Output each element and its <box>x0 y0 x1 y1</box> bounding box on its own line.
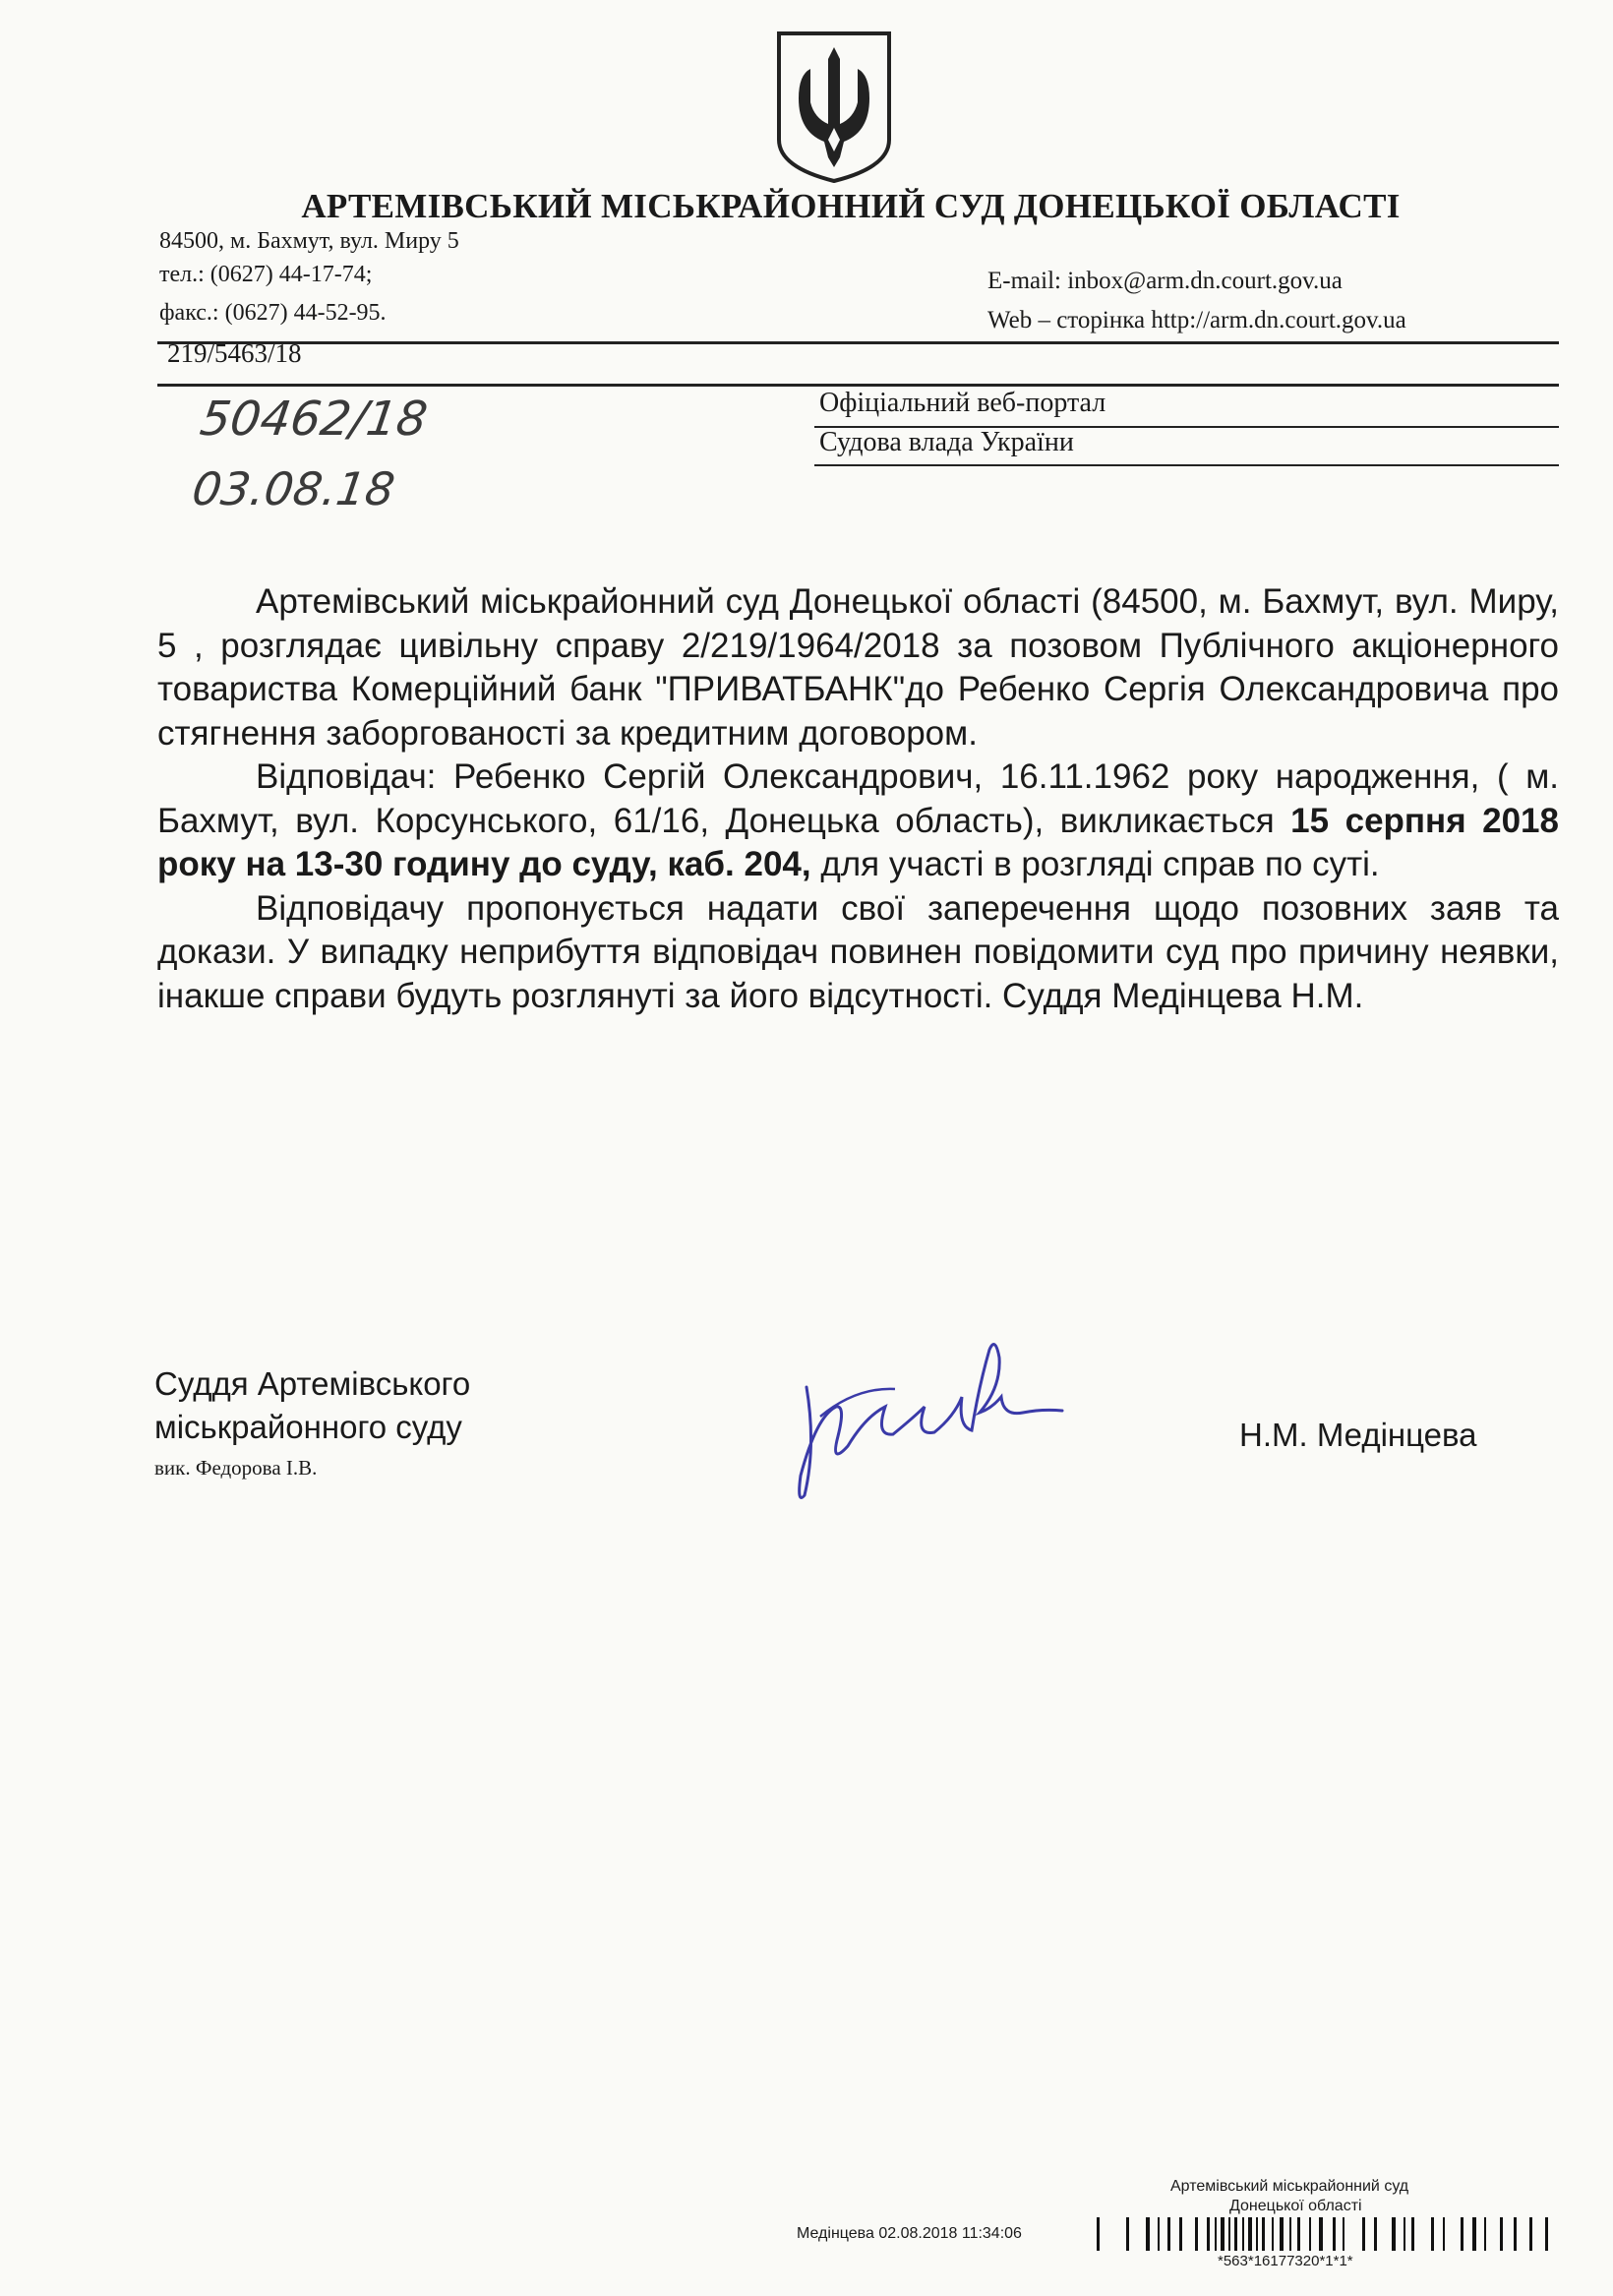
footer-court-line-1: Артемівський міськрайонний суд <box>1170 2178 1409 2195</box>
court-fax: факс.: (0627) 44-52-95. <box>159 300 387 326</box>
handwritten-date: 03.08.18 <box>189 462 398 515</box>
paragraph-instructions: Відповідачу пропонується надати свої заперечення щодо позовних заяв та докази. У випадку неприбуття відповідач повинен повідомити суд про причину неявки, інакше справи будуть розглянуті за його відсутності. Суддя Медінцева Н.М. <box>157 888 1559 1015</box>
header-divider-lower <box>157 384 1559 387</box>
recipient-divider-bottom <box>814 464 1559 466</box>
court-web: Web – сторінка http://arm.dn.court.gov.ua <box>987 307 1406 333</box>
barcode-text: *563*16177320*1*1* <box>1218 2253 1353 2269</box>
footer-court-line-2: Донецької області <box>1229 2198 1362 2214</box>
executor-name: вик. Федорова І.В. <box>154 1456 318 1480</box>
signature-title-line-2: міськрайонного суду <box>154 1409 462 1445</box>
coat-of-arms-icon <box>775 30 893 185</box>
letter-body <box>157 580 1559 1018</box>
judge-name: Н.М. Медінцева <box>1239 1417 1477 1453</box>
summons-text-start: Відповідач: Ребенко Сергій Олександрович, 16.11.1962 року народження, ( м. Бахмут, вул. Корсунського, 61/16, Донецька область), викликається <box>157 757 1559 840</box>
signature-title-line-1: Суддя Артемівського <box>154 1365 471 1402</box>
court-email: E-mail: inbox@arm.dn.court.gov.ua <box>987 268 1343 294</box>
paragraph-summons <box>157 755 1559 887</box>
court-address: 84500, м. Бахмут, вул. Миру 5 <box>159 228 459 254</box>
recipient-line-1: Офіціальний веб-портал <box>819 388 1106 418</box>
paragraph-case: Артемівський міськрайонний суд Донецької області (84500, м. Бахмут, вул. Миру, 5 , розглядає цивільну справу 2/219/1964/2018 за позовом Публічного акціонерного товариства Комерційний банк "ПРИВАТБАНК"до Ребенко Сергія Олександровича про стягнення заборгованості за кредитним договором. <box>157 582 1559 753</box>
electronic-stamp: Медінцева 02.08.2018 11:34:06 <box>797 2225 1022 2242</box>
court-name: АРТЕМІВСЬКИЙ МІСЬКРАЙОННИЙ СУД ДОНЕЦЬКОЇ ОБЛАСТІ <box>301 187 1401 225</box>
handwritten-number: 50462/18 <box>197 392 431 447</box>
signature-icon <box>777 1328 1072 1515</box>
registration-number: 219/5463/18 <box>167 338 302 368</box>
summons-text-end: для участі в розгляді справ по суті. <box>810 845 1380 883</box>
summons-date-bold: 15 серпня 2018 року на 13-30 годину до суду, каб. 204, <box>157 801 1559 883</box>
header-divider <box>157 341 1559 344</box>
recipient-line-2: Судова влада України <box>819 427 1074 457</box>
barcode-icon <box>1097 2217 1559 2251</box>
court-phone: тел.: (0627) 44-17-74; <box>159 262 373 287</box>
